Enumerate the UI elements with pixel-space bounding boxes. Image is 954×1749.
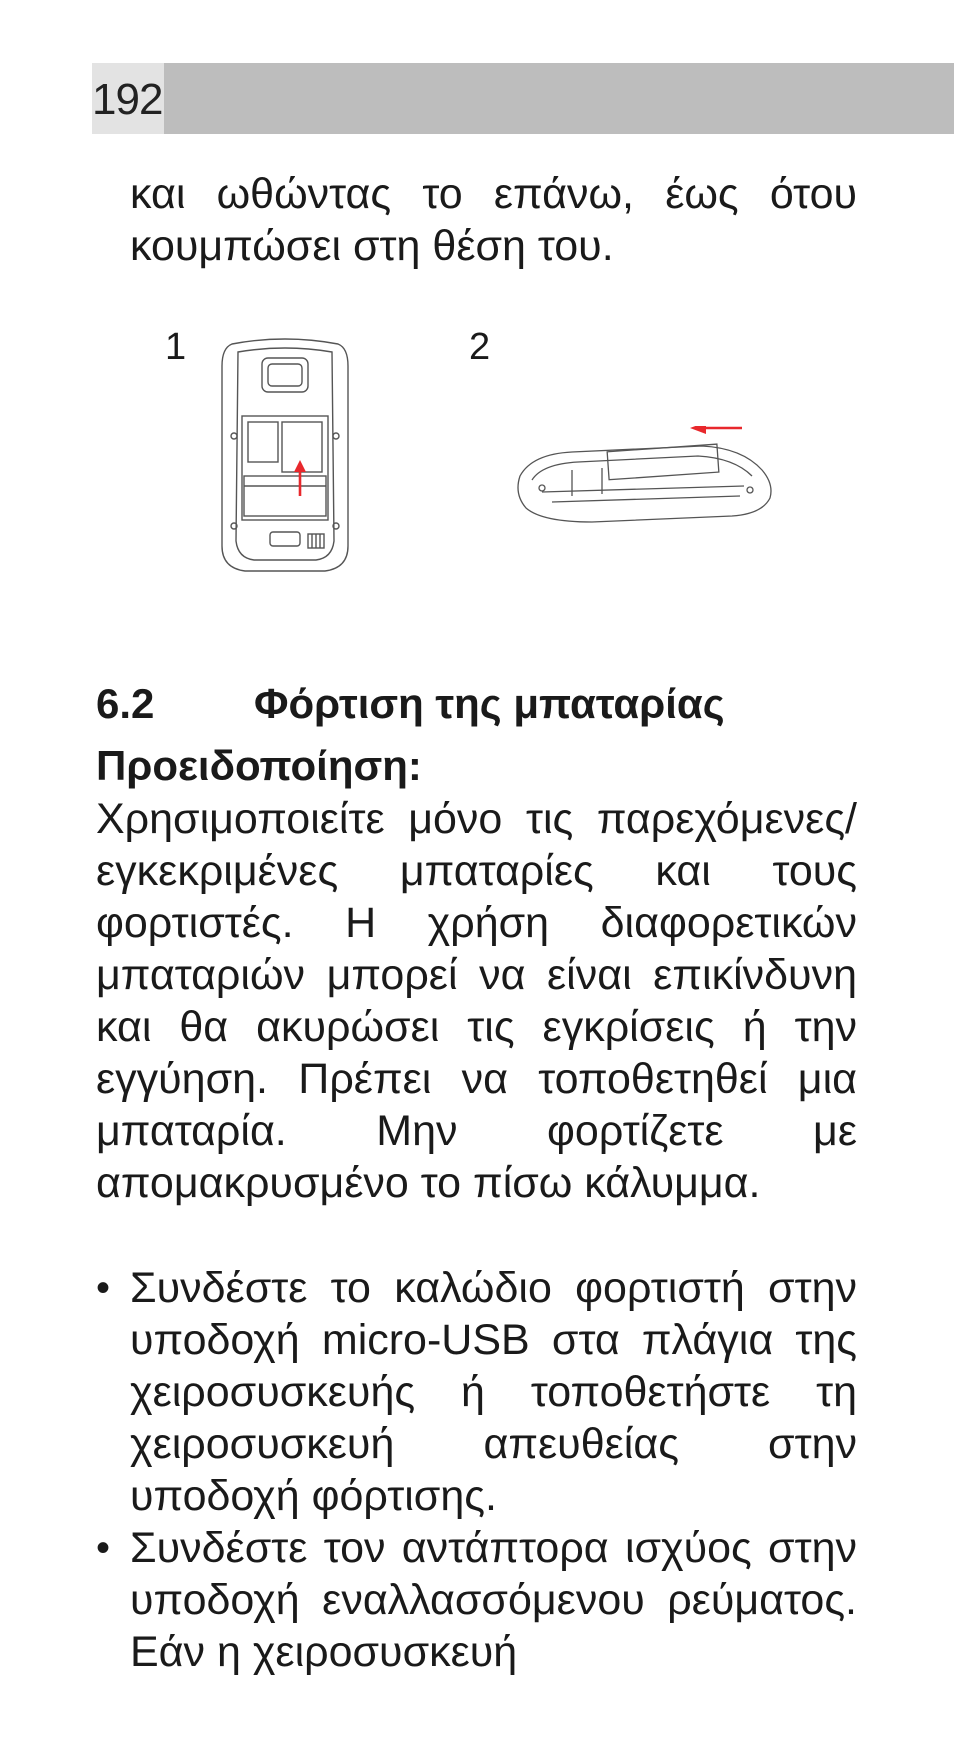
instruction-list: [96, 1262, 857, 1678]
bullet-marker: •: [96, 1526, 111, 1570]
page-number: 192: [92, 75, 163, 124]
list-item-text: Συνδέστε το καλώδιο φορτιστή στην υποδοχή micro-USB στα πλάγια της χειροσυσκευής ή τοποθετήστε τη χειροσυσκευή απευθείας στην υποδοχή φόρτισης.: [130, 1264, 857, 1520]
figure-label-2: 2: [469, 326, 491, 368]
intro-paragraph: και ωθώντας το επάνω, έως ότου κουμπώσει στη θέση του.: [130, 170, 857, 270]
list-item: [96, 1522, 857, 1678]
section-number: 6.2: [96, 680, 155, 727]
list-item-text: Συνδέστε τον αντάπτορα ισχύος στην υποδοχή εναλλασσόμενου ρεύματος. Εάν η χειροσυσκευή: [130, 1524, 857, 1676]
section-title: Φόρτιση της μπαταρίας: [254, 680, 725, 727]
phone-back-illustration: [220, 336, 350, 574]
section-heading: [96, 676, 725, 732]
header-bar: [92, 63, 954, 134]
list-item: [96, 1262, 857, 1522]
bullet-marker: •: [96, 1266, 111, 1310]
warning-title: Προειδοποίηση:: [96, 742, 422, 789]
phone-side-illustration: [512, 426, 778, 528]
warning-body: Χρησιμοποιείτε μόνο τις παρεχόμενες/ εγκεκριμένες μπαταρίες και τους φορτιστές. Η χρήση διαφορετικών μπαταριών μπορεί να είναι επικίνδυνη και θα ακυρώσει τις εγκρίσεις ή την εγγύηση. Πρέπει να τοποθετηθεί μια μπαταρία. Μην φορτίζετε με απομακρυσμένο το πίσω κάλυμμα.: [96, 795, 857, 1207]
figure-label-1: 1: [165, 326, 187, 368]
